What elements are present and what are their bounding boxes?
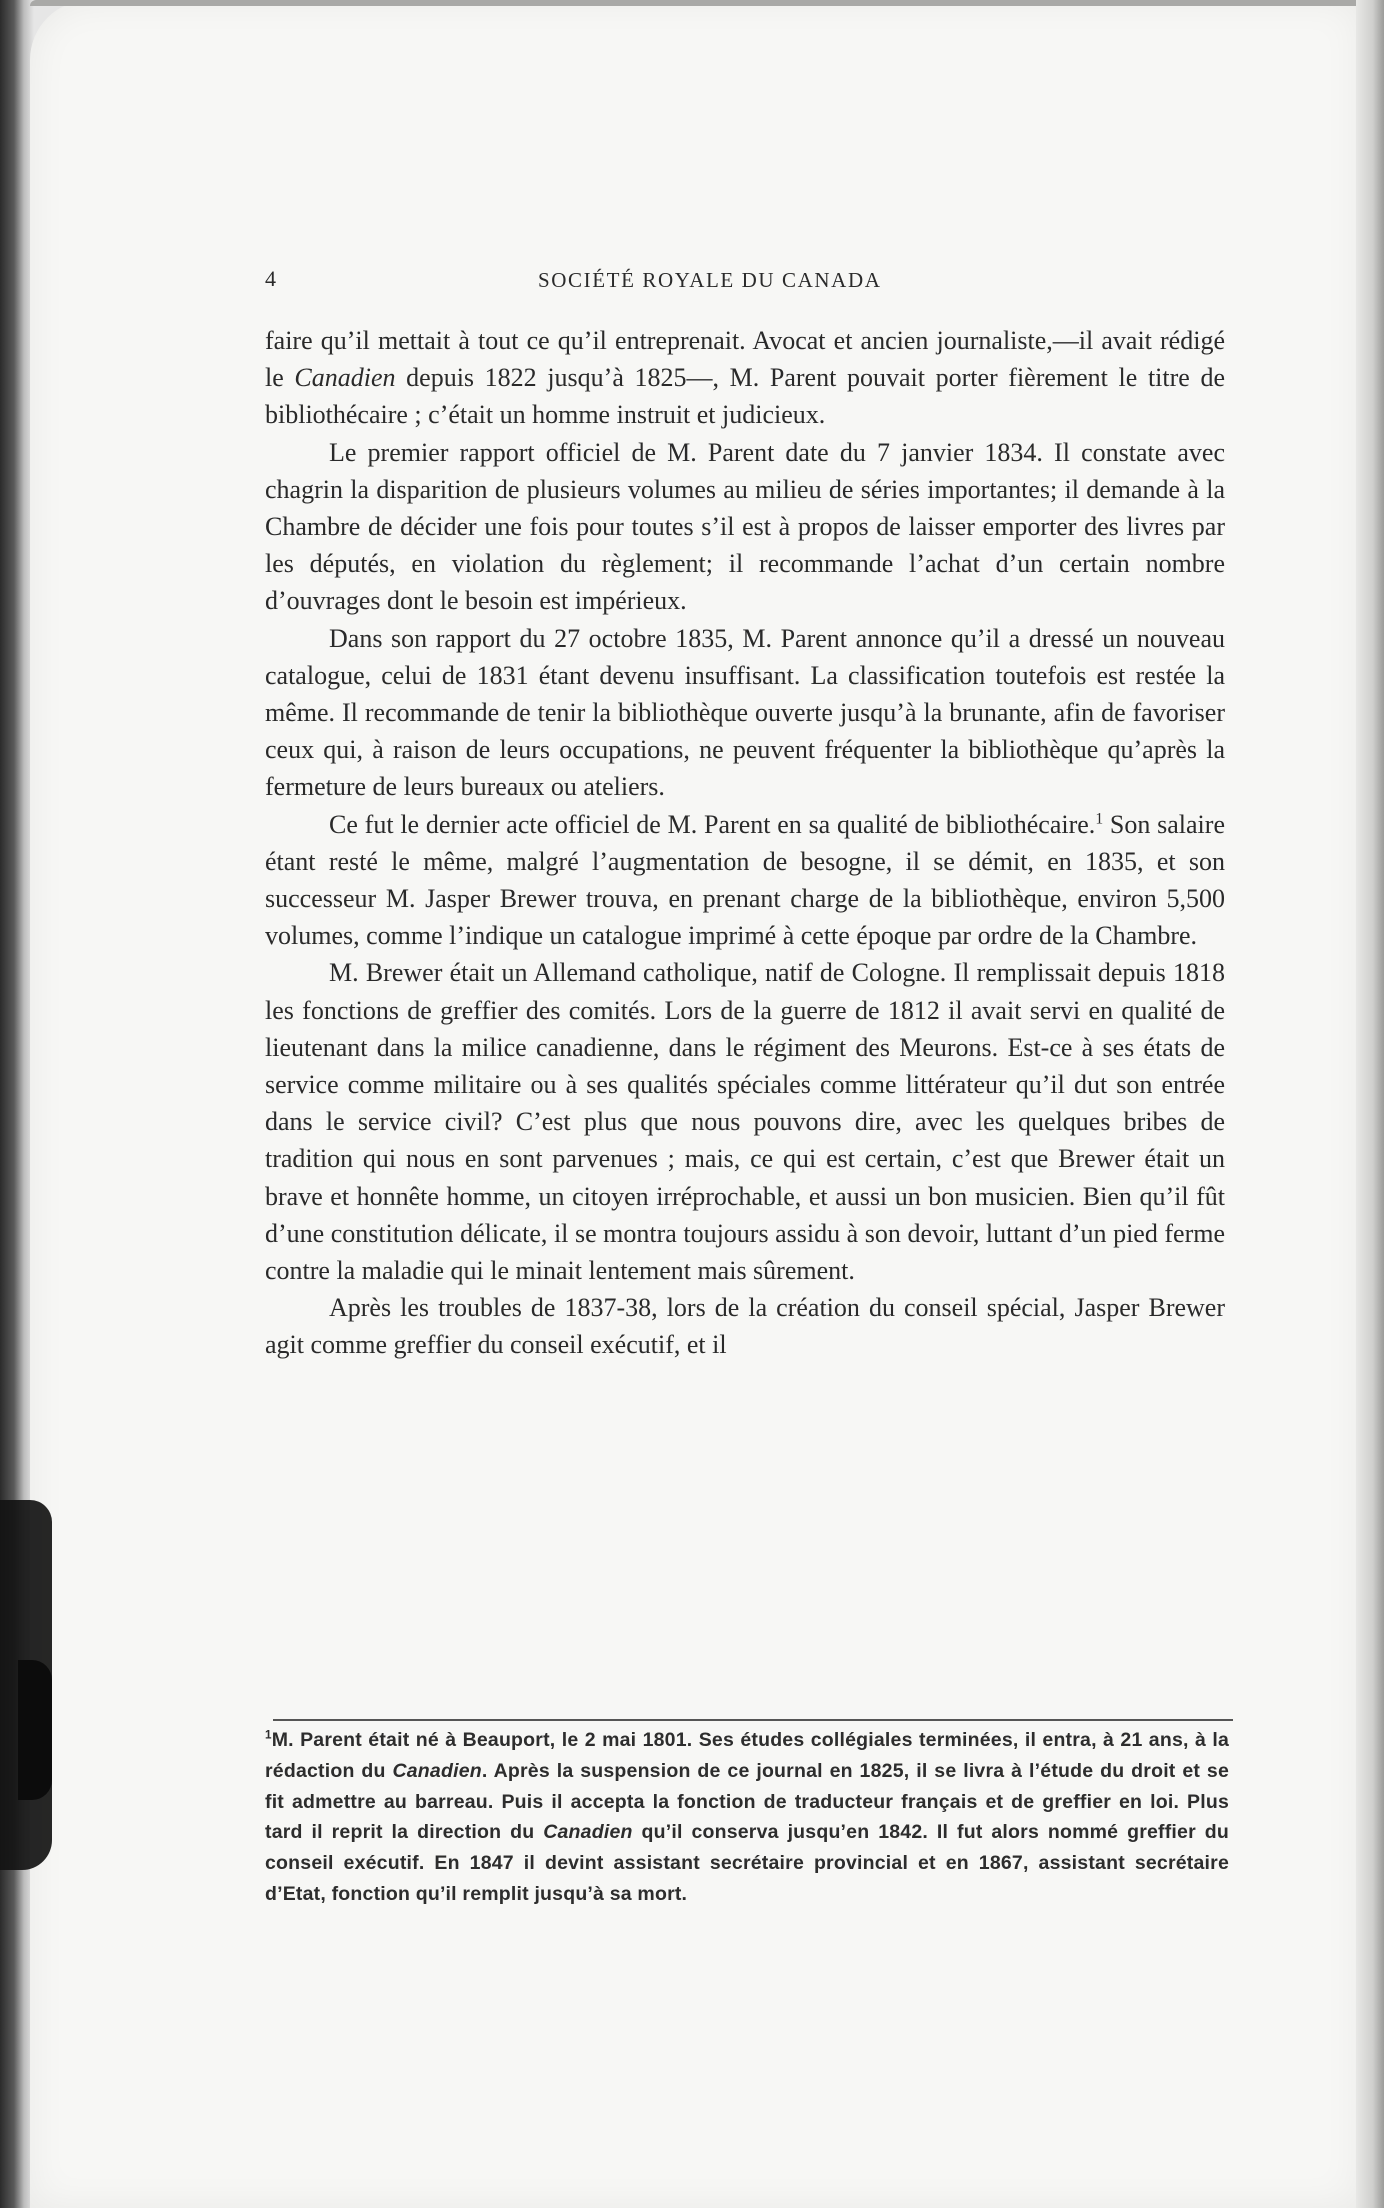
page-number: 4: [265, 266, 276, 291]
footnote-text-2: . Après la suspension de ce journal en 1825, il se livra à l’étude du droit et se fit admettre au barreau. Puis il accepta la fonction de traducteur français et de greffier en loi. Plus tard il reprit la direction du: [265, 1759, 1230, 1844]
footnote-text-1: M. Parent était né à Beauport, le 2 mai 1801. Ses études collégiales terminées, il entra, à 21 ans, à la rédaction du: [265, 1729, 1229, 1782]
paragraph-1: [265, 322, 1225, 434]
paragraph-2: Le premier rapport officiel de M. Parent date du 7 janvier 1834. Il constate avec chagrin la disparition de plusieurs volumes au milieu de séries importantes; il demande à la Chambre de décider une fois pour toutes s’il est à propos de laisser emporter des livres par les députés, en violation du règlement; il recommande l’achat d’un certain nombre d’ouvrages dont le besoin est impérieux.: [265, 437, 1225, 616]
paragraph-1-italic: Canadien: [294, 363, 396, 393]
paragraph-6: Après les troubles de 1837-38, lors de la création du conseil spécial, Jasper Brewer agit comme greffier du conseil exécutif, et il: [265, 1293, 1225, 1360]
paragraph-4-text-b: Son salaire étant resté le même, malgré l’augmentation de besogne, il se démit, en 1835, et son successeur M. Jasper Brewer trouva, en prenant charge de la bibliothèque, environ 5,500 volumes, comme l’indique un catalogue imprimé à cette époque par ordre de la Chambre.: [265, 809, 1225, 951]
footnote-rule: [273, 1719, 1233, 1721]
footnote-text-3: qu’il conserva jusqu’en 1842. Il fut alors nommé greffier du conseil exécutif. En 1847 il devint assistant secrétaire provincial et en 1867, assistant secrétaire d’Etat, fonction qu’il remplit jusqu’à sa mort.: [265, 1821, 1229, 1905]
footnote-reference: 1: [1095, 809, 1104, 827]
paragraph-5: M. Brewer était un Allemand catholique, natif de Cologne. Il remplissait depuis 1818 les fonctions de greffier des comités. Lors de la guerre de 1812 il avait servi en qualité de lieutenant dans la milice canadienne, dans le régiment des Meurons. Est-ce à ses états de service comme militaire ou à ses qualités spéciales comme littérateur qu’il dut son entrée dans le service civil? C’est plus que nous pouvons dire, avec les quelques bribes de tradition qui nous en sont parvenues ; mais, ce qui est certain, c’est que Brewer était un brave et honnête homme, un citoyen irréprochable, et aussi un bon musicien. Bien qu’il fût d’une constitution délicate, il se montra toujours assidu à son devoir, luttant d’un pied ferme contre la maladie qui le minait lentement mais sûrement.: [265, 958, 1225, 1286]
footnote: [265, 1725, 1229, 1910]
footnote-marker: 1: [265, 1728, 272, 1742]
body-text: [265, 322, 1225, 1364]
running-head: SOCIÉTÉ ROYALE DU CANADA: [538, 268, 882, 292]
page-header: [265, 266, 1225, 296]
page-right-edge: [1356, 0, 1384, 2208]
paragraph-1-text-b: depuis 1822 jusqu’à 1825—, M. Parent pouvait porter fièrement le titre de bibliothécaire ; c’était un homme instruit et judicieux.: [265, 363, 1225, 430]
binding-shadow-inner: [18, 1660, 52, 1800]
paragraph-4-text-a: Ce fut le dernier acte officiel de M. Parent en sa qualité de bibliothécaire.: [329, 809, 1096, 839]
paragraph-1-text-a: faire qu’il mettait à tout ce qu’il entreprenait. Avocat et ancien journaliste,—il avait rédigé le: [265, 326, 1225, 393]
page-top-edge: [30, 0, 1360, 6]
footnote-italic-2: Canadien: [543, 1821, 633, 1844]
paragraph-3: Dans son rapport du 27 octobre 1835, M. Parent annonce qu’il a dressé un nouveau catalogue, celui de 1831 étant devenu insuffisant. La classification toutefois est restée la même. Il recommande de tenir la bibliothèque ouverte jusqu’à la brunante, afin de favoriser ceux qui, à raison de leurs occupations, ne peuvent fréquenter la bibliothèque qu’après la fermeture de leurs bureaux ou ateliers.: [265, 623, 1225, 802]
footnote-italic-1: Canadien: [392, 1759, 482, 1782]
paragraph-4: [265, 806, 1225, 955]
